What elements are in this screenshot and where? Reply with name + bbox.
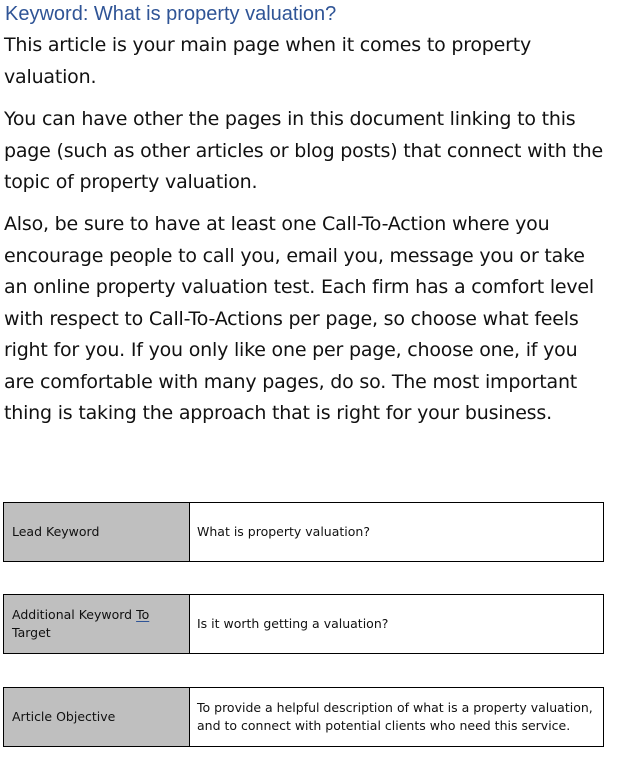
article-objective-table [3,687,604,747]
article-objective-label: Article Objective [4,688,190,746]
call-to-action-paragraph: Also, be sure to have at least one Call-To-Action where you encourage people to call you, email you, message you or take an online property valuation test. Each firm has a comfort level with respect to Call-To-Actions per page, so choose what feels right for you. If you only like one per page, choose one, if you are comfortable with many pages, do so. The most important thing is taking the approach that is right for your business. [4,213,594,424]
lead-keyword-table [3,502,604,562]
label-part-before: Additional Keyword [12,607,137,622]
linking-paragraph: You can have other the pages in this document linking to this page (such as other articles or blog posts) that connect with the topic of property valuation. [4,108,604,193]
lead-keyword-label: Lead Keyword [4,503,190,561]
additional-keyword-value: Is it worth getting a valuation? [197,616,389,631]
article-objective-value: To provide a helpful description of what is a property valuation, and to connect with potential clients who need this service. [197,700,593,733]
label-part-underlined: To [136,607,150,622]
lead-keyword-value: What is property valuation? [197,524,370,539]
additional-keyword-label-text [12,606,181,642]
document-heading: Keyword: What is property valuation? [5,3,337,25]
additional-keyword-table [3,594,604,654]
label-part-after: Target [12,625,51,640]
additional-keyword-label [4,595,190,653]
intro-paragraph: This article is your main page when it comes to property valuation. [4,34,532,88]
